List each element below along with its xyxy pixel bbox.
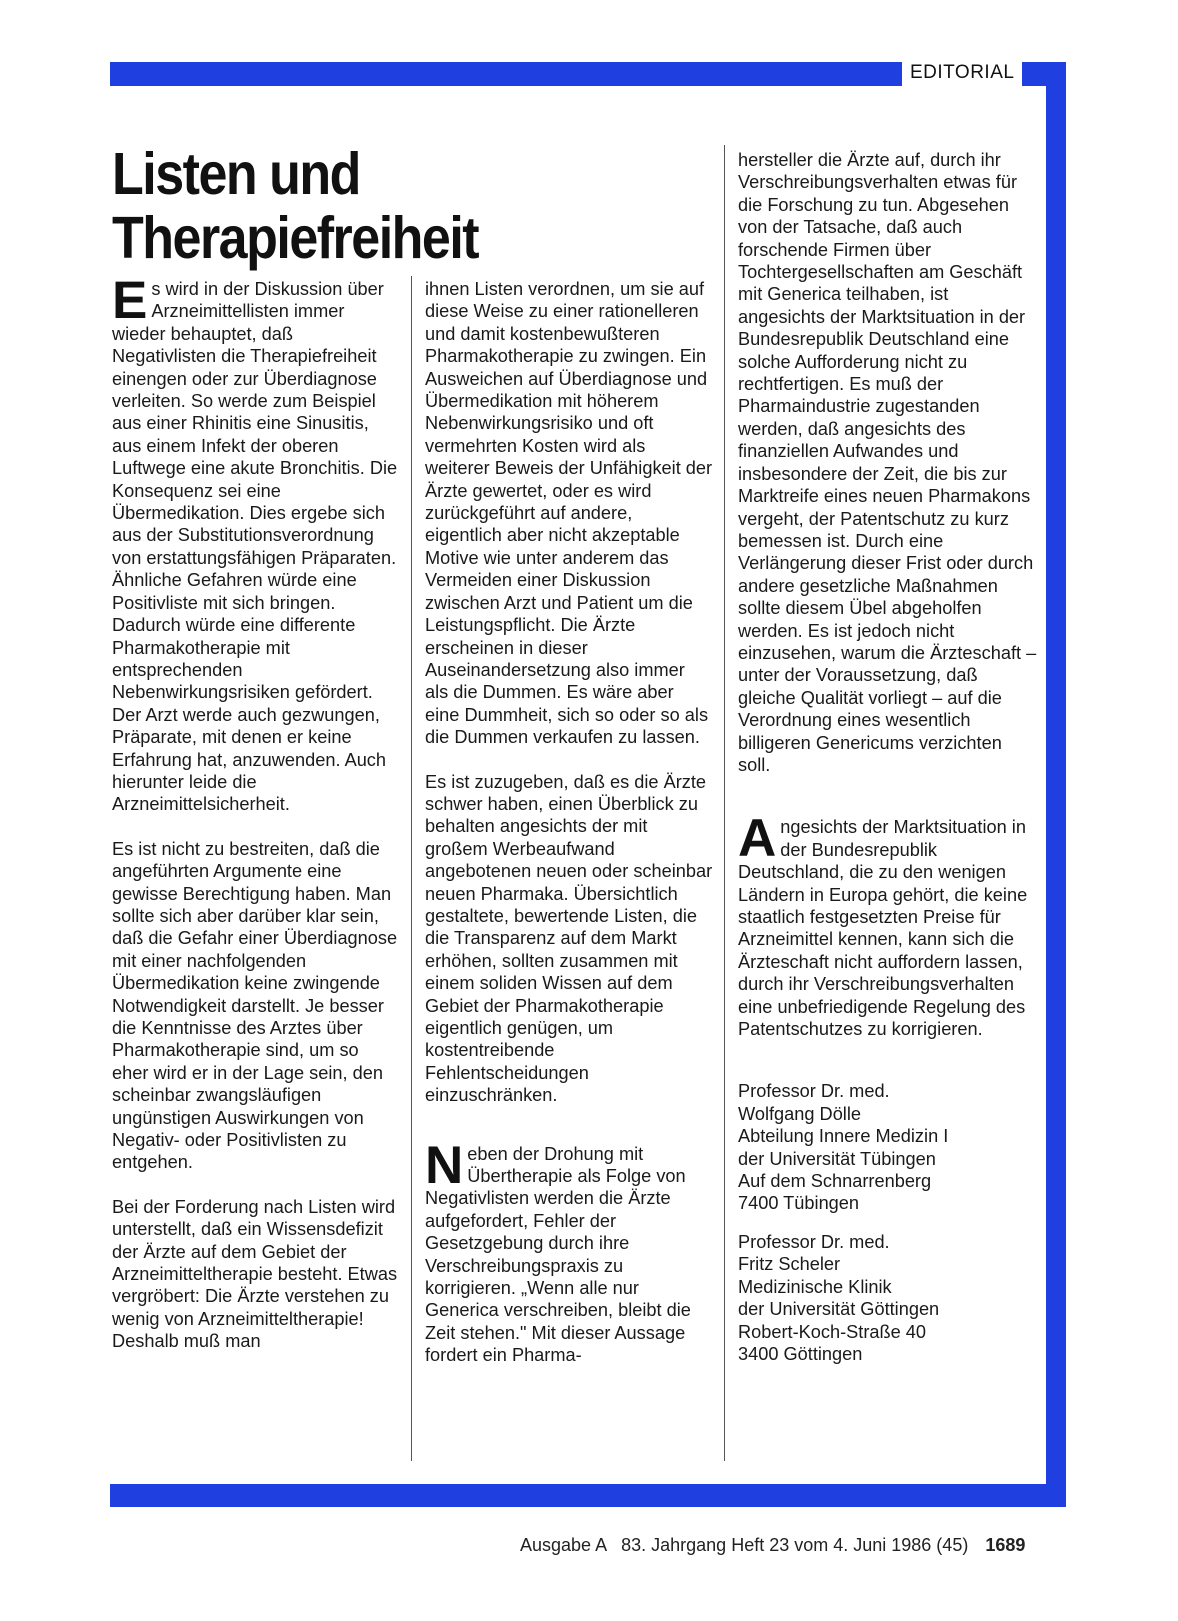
drop-cap: E <box>112 271 148 330</box>
paragraph: Bei der Forderung nach Listen wird unterstellt, daß ein Wissensdefizit der Ärzte auf dem Gebiet der Arzneimitteltherapie besteht. Etwas vergröbert: Die Ärzte verstehen zu wenig von Arzneimitteltherapie! Deshalb muß man <box>112 1196 398 1352</box>
author-name: Fritz Scheler <box>738 1254 841 1275</box>
author-department: Abteilung Innere Medizin I <box>738 1126 949 1147</box>
author-university: der Universität Göttingen <box>738 1299 940 1320</box>
column-divider <box>411 276 412 1461</box>
drop-cap: A <box>738 809 777 869</box>
author-street: Robert-Koch-Straße 40 <box>738 1321 927 1342</box>
edition-label: Ausgabe A <box>520 1535 607 1555</box>
author-city: 7400 Tübingen <box>738 1193 860 1214</box>
author-department: Medizinische Klinik <box>738 1276 892 1297</box>
paragraph-text: ngesichts der Marktsituation in der Bundesrepublik Deutschland, die zu den wenigen Ländern in Europa gehört, die keine staatlich festgesetzten Preise für Arzneimittel kennen, kann sich die Ärzteschaft nicht auffordern lassen, durch ihr Verschreibungsverhalten eine unbefriedigende Regelung des Patentschutzes zu korrigieren. <box>738 817 1028 1040</box>
paragraph <box>738 809 1038 1040</box>
article-column-2 <box>425 278 713 1389</box>
column-divider <box>724 145 725 1461</box>
article-title: Listen und Therapiefreiheit <box>112 140 479 272</box>
paragraph-text: s wird in der Diskussion über Arzneimittellisten immer wieder behauptet, daß Negativlisten die Therapiefreiheit einengen oder zur Überdiagnose verleiten. So werde zum Beispiel aus einer Rhinitis eine Sinusitis, aus einem Infekt der oberen Luftwege eine akute Bronchitis. Die Konsequenz sei eine Übermedikation. Dies ergebe sich aus der Substitutionsverordnung von erstattungsfähigen Präparaten. Ähnliche Gefahren würde eine Positivliste mit sich bringen. Dadurch würde eine differente Pharmakotherapie mit entsprechenden Nebenwirkungsrisiken gefördert. Der Arzt werde auch gezwungen, Präparate, mit denen er keine Erfahrung hat, anzuwenden. Auch hierunter leide die Arzneimittelsicherheit. <box>112 279 398 815</box>
author-street: Auf dem Schnarrenberg <box>738 1171 932 1192</box>
bottom-color-bar <box>110 1484 1066 1507</box>
paragraph: Es ist nicht zu bestreiten, daß die angeführten Argumente eine gewisse Berechtigung haben. Man sollte sich aber darüber klar sein, daß die Gefahr einer Überdiagnose mit einer nachfolgenden Übermedikation keine zwingende Notwendigkeit darstellt. Je besser die Kenntnisse des Arztes über Pharmakotherapie sind, um so eher wird er in der Lage sein, den scheinbar zwangsläufigen ungünstigen Auswirkungen von Negativ- oder Positivlisten zu entgehen. <box>112 838 398 1173</box>
author-university: der Universität Tübingen <box>738 1148 936 1169</box>
article-column-3 <box>738 149 1038 1381</box>
page-footer <box>520 1535 1025 1556</box>
section-label: EDITORIAL <box>902 58 1022 88</box>
paragraph <box>425 1135 713 1367</box>
article-column-1 <box>112 271 400 1375</box>
right-color-bar <box>1046 62 1066 1507</box>
paragraph: Es ist zuzugeben, daß es die Ärzte schwer haben, einen Überblick zu behalten angesichts der mit großem Werbeaufwand angebotenen neuen oder scheinbar neuen Pharmaka. Übersichtlich gestaltete, bewertende Listen, die die Transparenz auf dem Markt erhöhen, sollten zusammen mit einem soliden Wissen auf dem Gebiet der Pharmakotherapie eigentlich genügen, um kostentreibende Fehlentscheidungen einzuschränken. <box>425 771 713 1106</box>
paragraph-text: eben der Drohung mit Übertherapie als Folge von Negativlisten werden die Ärzte aufgefordert, Fehler der Gesetzgebung durch ihre Verschreibungspraxis zu korrigieren. „Wenn alle nur Generica verschreiben, bleibt die Zeit stehen." Mit dieser Aussage fordert ein Pharma- <box>425 1143 691 1366</box>
issue-info: 83. Jahrgang Heft 23 vom 4. Juni 1986 (45) <box>621 1535 969 1555</box>
paragraph: hersteller die Ärzte auf, durch ihr Verschreibungsverhalten etwas für die Forschung zu tun. Abgesehen von der Tatsache, daß auch forschende Firmen über Tochtergesellschaften am Geschäft mit Generica teilhaben, ist angesichts der Marktsituation in der Bundesrepublik Deutschland eine solche Aufforderung nicht zu rechtfertigen. Es muß der Pharmaindustrie zugestanden werden, daß angesichts des finanziellen Aufwandes und insbesondere der Zeit, die bis zur Marktreife eines neuen Pharmakons vergeht, der Patentschutz zu kurz bemessen ist. Durch eine Verlängerung dieser Frist oder durch andere gesetzliche Maßnahmen sollte diesem Übel abgeholfen werden. Es ist jedoch nicht einzusehen, warum die Ärzteschaft – unter der Voraussetzung, daß gleiche Qualität vorliegt – auf die Verordnung eines wesentlich billigeren Genericums verzichten soll. <box>738 150 1037 775</box>
author-city: 3400 Göttingen <box>738 1343 863 1364</box>
author-title: Professor Dr. med. <box>738 1081 890 1102</box>
paragraph: ihnen Listen verordnen, um sie auf diese Weise zu einer rationelleren und damit kostenbewußteren Pharmakotherapie zu zwingen. Ein Ausweichen auf Überdiagnose und Übermedikation mit höherem Nebenwirkungsrisiko und oft vermehrten Kosten wird als weiterer Beweis der Unfähigkeit der Ärzte gewertet, oder es wird zurückgeführt auf andere, eigentlich aber nicht akzeptable Motive wie unter anderem das Vermeiden einer Diskussion zwischen Arzt und Patient um die Leistungspflicht. Die Ärzte erscheinen in dieser Auseinandersetzung also immer als die Dummen. Es wäre aber eine Dummheit, sich so oder so als die Dummen verkaufen zu lassen. <box>425 279 713 748</box>
paragraph <box>112 271 400 816</box>
author-name: Wolfgang Dölle <box>738 1103 862 1124</box>
author-title: Professor Dr. med. <box>738 1231 890 1252</box>
drop-cap: N <box>425 1135 464 1195</box>
author-block <box>738 1080 1038 1214</box>
author-block <box>738 1231 1038 1365</box>
page-number: 1689 <box>985 1535 1026 1555</box>
